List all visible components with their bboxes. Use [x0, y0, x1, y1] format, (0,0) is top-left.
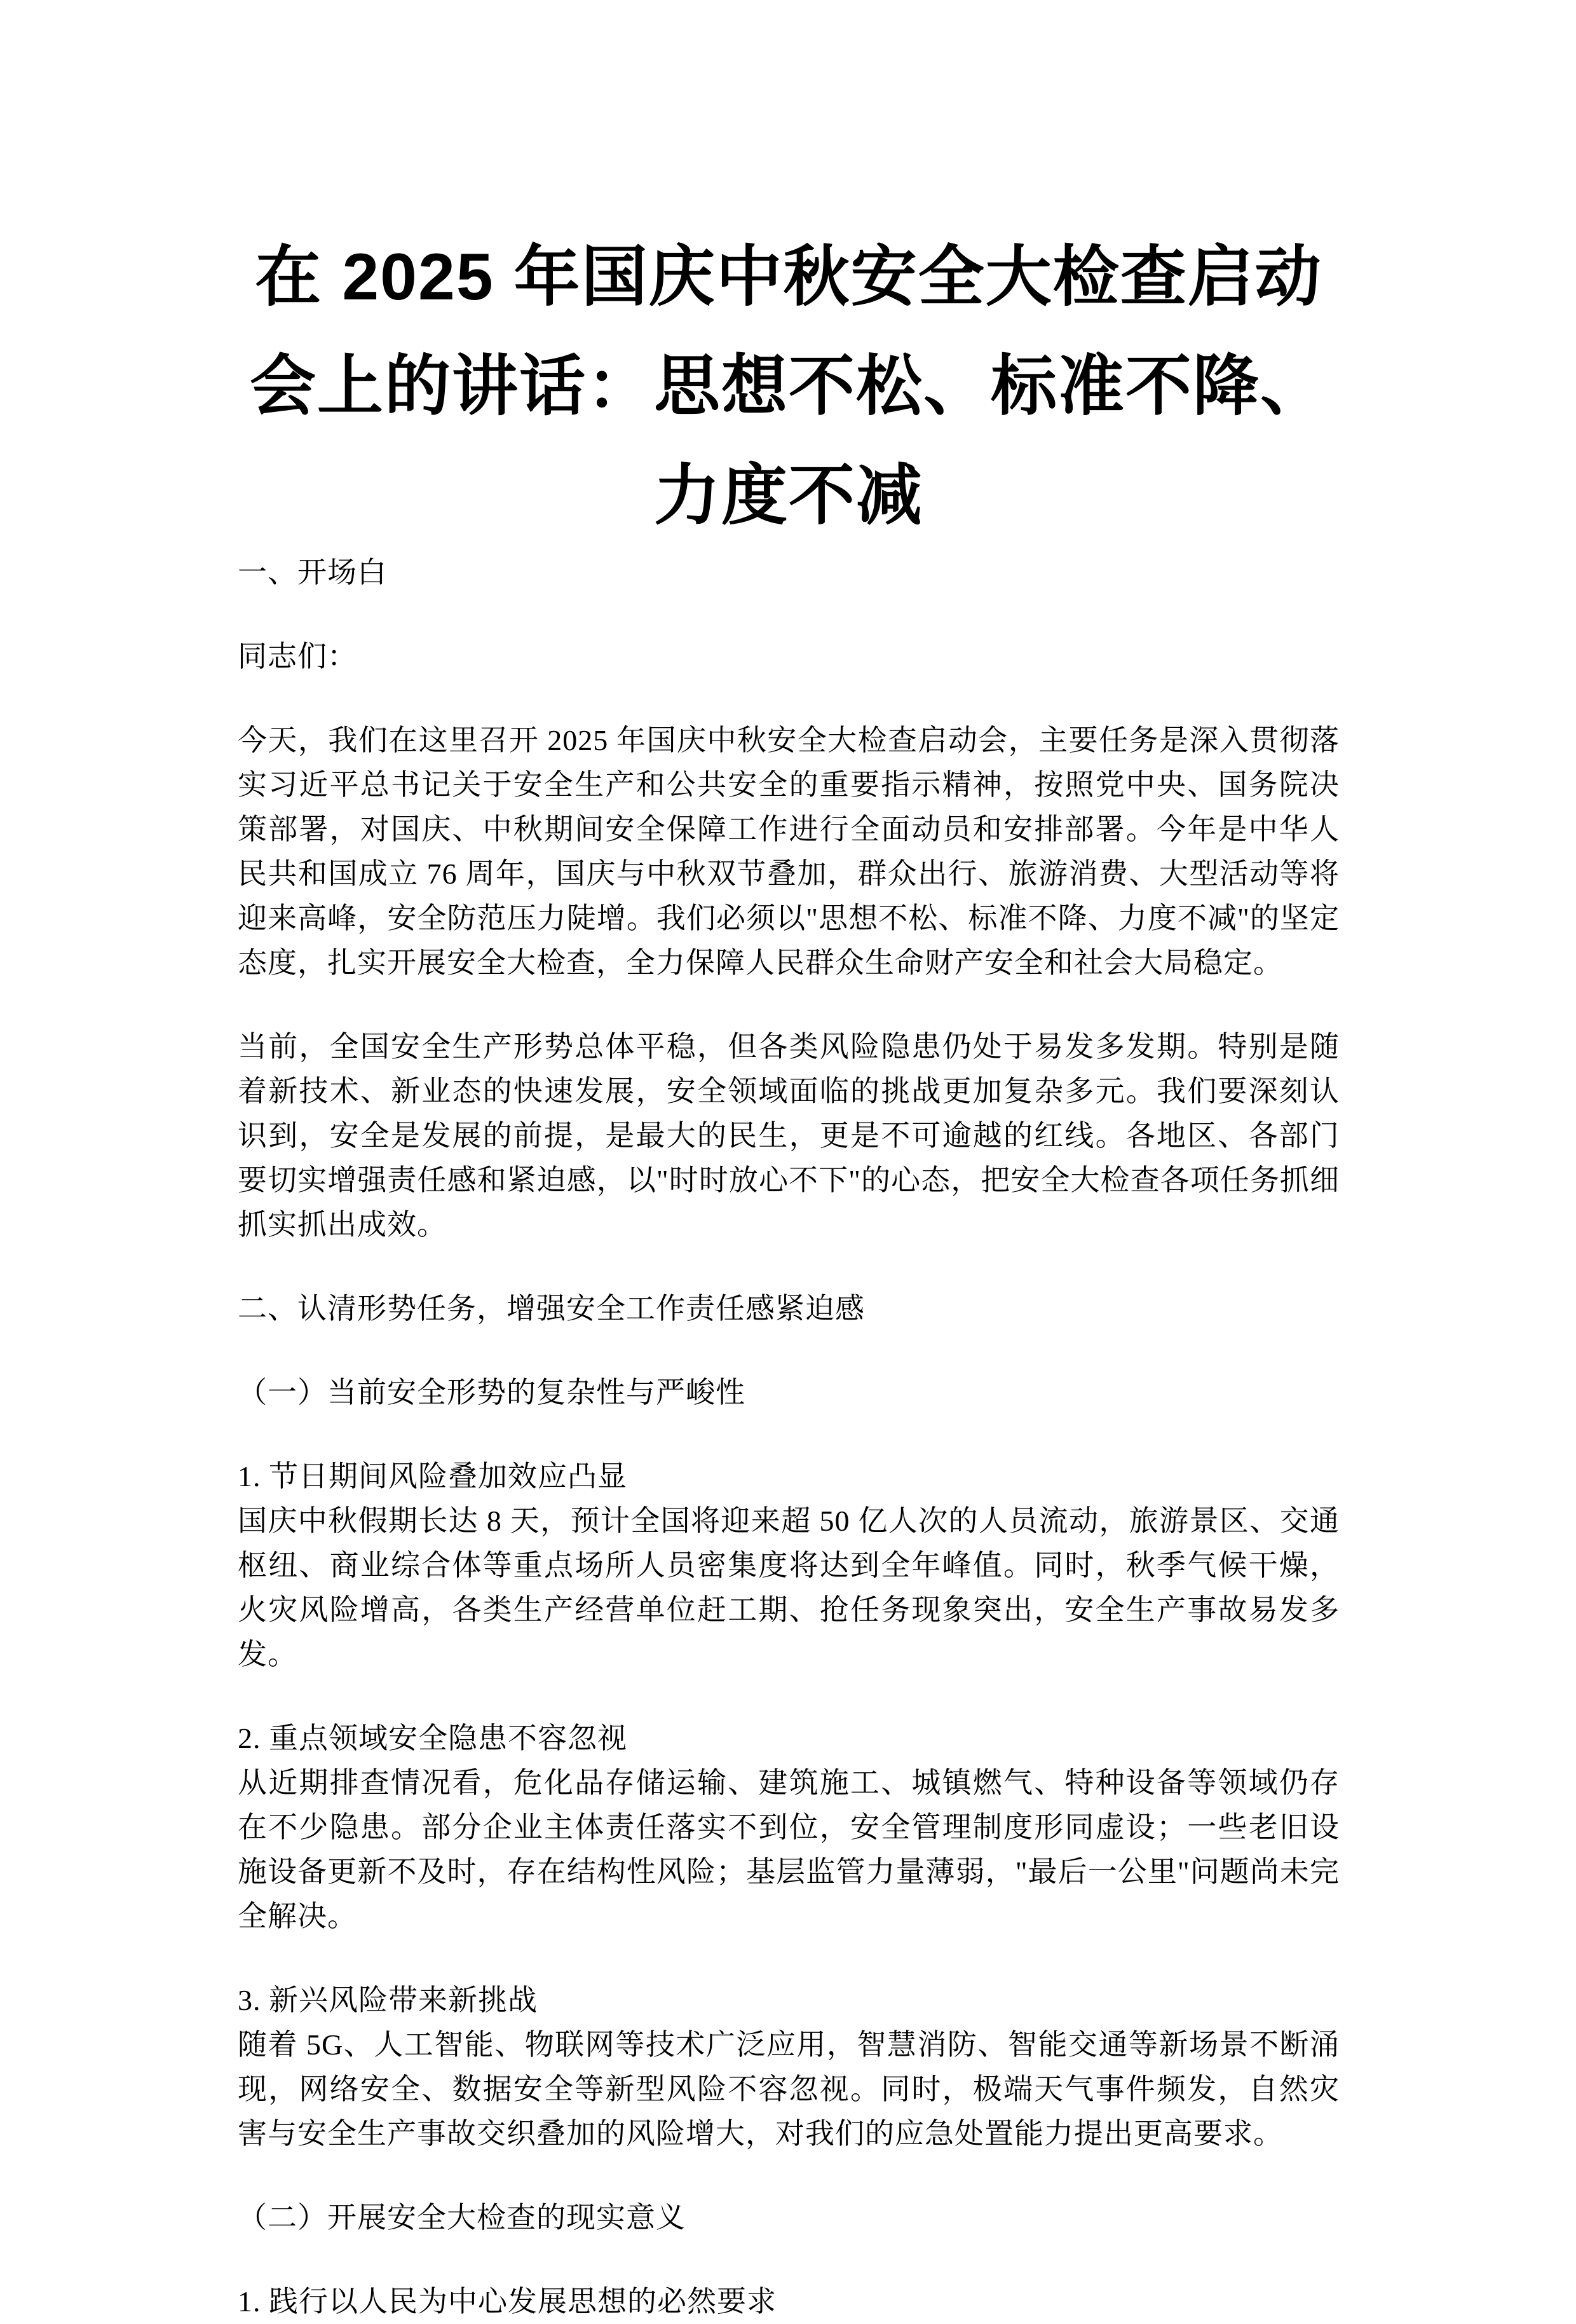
section-heading: 1. 节日期间风险叠加效应凸显	[238, 1460, 627, 1493]
section-heading: 2. 重点领域安全隐患不容忽视	[238, 1722, 627, 1754]
document-body	[238, 550, 1340, 2324]
section-heading: （一）当前安全形势的复杂性与严峻性	[238, 1376, 745, 1409]
paragraph: 当前，全国安全生产形势总体平稳，但各类风险隐患仍处于易发多发期。特别是随着新技术、新业态的快速发展，安全领域面临的挑战更加复杂多元。我们要深刻认识到，安全是发展的前提，是最大的民生，更是不可逾越的红线。各地区、各部门要切实增强责任感和紧迫感，以"时时放心不下"的心态，把安全大检查各项任务抓细抓实抓出成效。	[238, 1030, 1340, 1241]
document-title: 在 2025 年国庆中秋安全大检查启动会上的讲话：思想不松、标准不降、力度不减	[249, 240, 1328, 533]
paragraph: 同志们：	[238, 640, 357, 673]
section-heading: （二）开展安全大检查的现实意义	[238, 2201, 686, 2234]
section-heading: 1. 践行以人民为中心发展思想的必然要求	[238, 2285, 777, 2318]
paragraph: 国庆中秋假期长达 8 天，预计全国将迎来超 50 亿人次的人员流动，旅游景区、交通枢纽、商业综合体等重点场所人员密集度将达到全年峰值。同时，秋季气候干燥，火灾风险增高，各类生产经营单位赶工期、抢任务现象突出，安全生产事故易发多发。	[238, 1505, 1340, 1671]
section-heading: 3. 新兴风险带来新挑战	[238, 1984, 538, 2016]
paragraph: 随着 5G、人工智能、物联网等技术广泛应用，智慧消防、智能交通等新场景不断涌现，网络安全、数据安全等新型风险不容忽视。同时，极端天气事件频发，自然灾害与安全生产事故交织叠加的风险增大，对我们的应急处置能力提出更高要求。	[238, 2028, 1340, 2150]
paragraph: 从近期排查情况看，危化品存储运输、建筑施工、城镇燃气、特种设备等领域仍存在不少隐患。部分企业主体责任落实不到位，安全管理制度形同虚设；一些老旧设施设备更新不及时，存在结构性风险；基层监管力量薄弱，"最后一公里"问题尚未完全解决。	[238, 1767, 1340, 1932]
section-heading: 一、开场白	[238, 556, 387, 589]
section-heading: 二、认清形势任务，增强安全工作责任感紧迫感	[238, 1292, 865, 1325]
paragraph: 今天，我们在这里召开 2025 年国庆中秋安全大检查启动会，主要任务是深入贯彻落实习近平总书记关于安全生产和公共安全的重要指示精神，按照党中央、国务院决策部署，对国庆、中秋期间安全保障工作进行全面动员和安排部署。今年是中华人民共和国成立 76 周年，国庆与中秋双节叠加，群众出行、旅游消费、大型活动等将迎来高峰，安全防范压力陡增。我们必须以"思想不松、标准不降、力度不减"的坚定态度，扎实开展安全大检查，全力保障人民群众生命财产安全和社会大局稳定。	[238, 724, 1340, 979]
